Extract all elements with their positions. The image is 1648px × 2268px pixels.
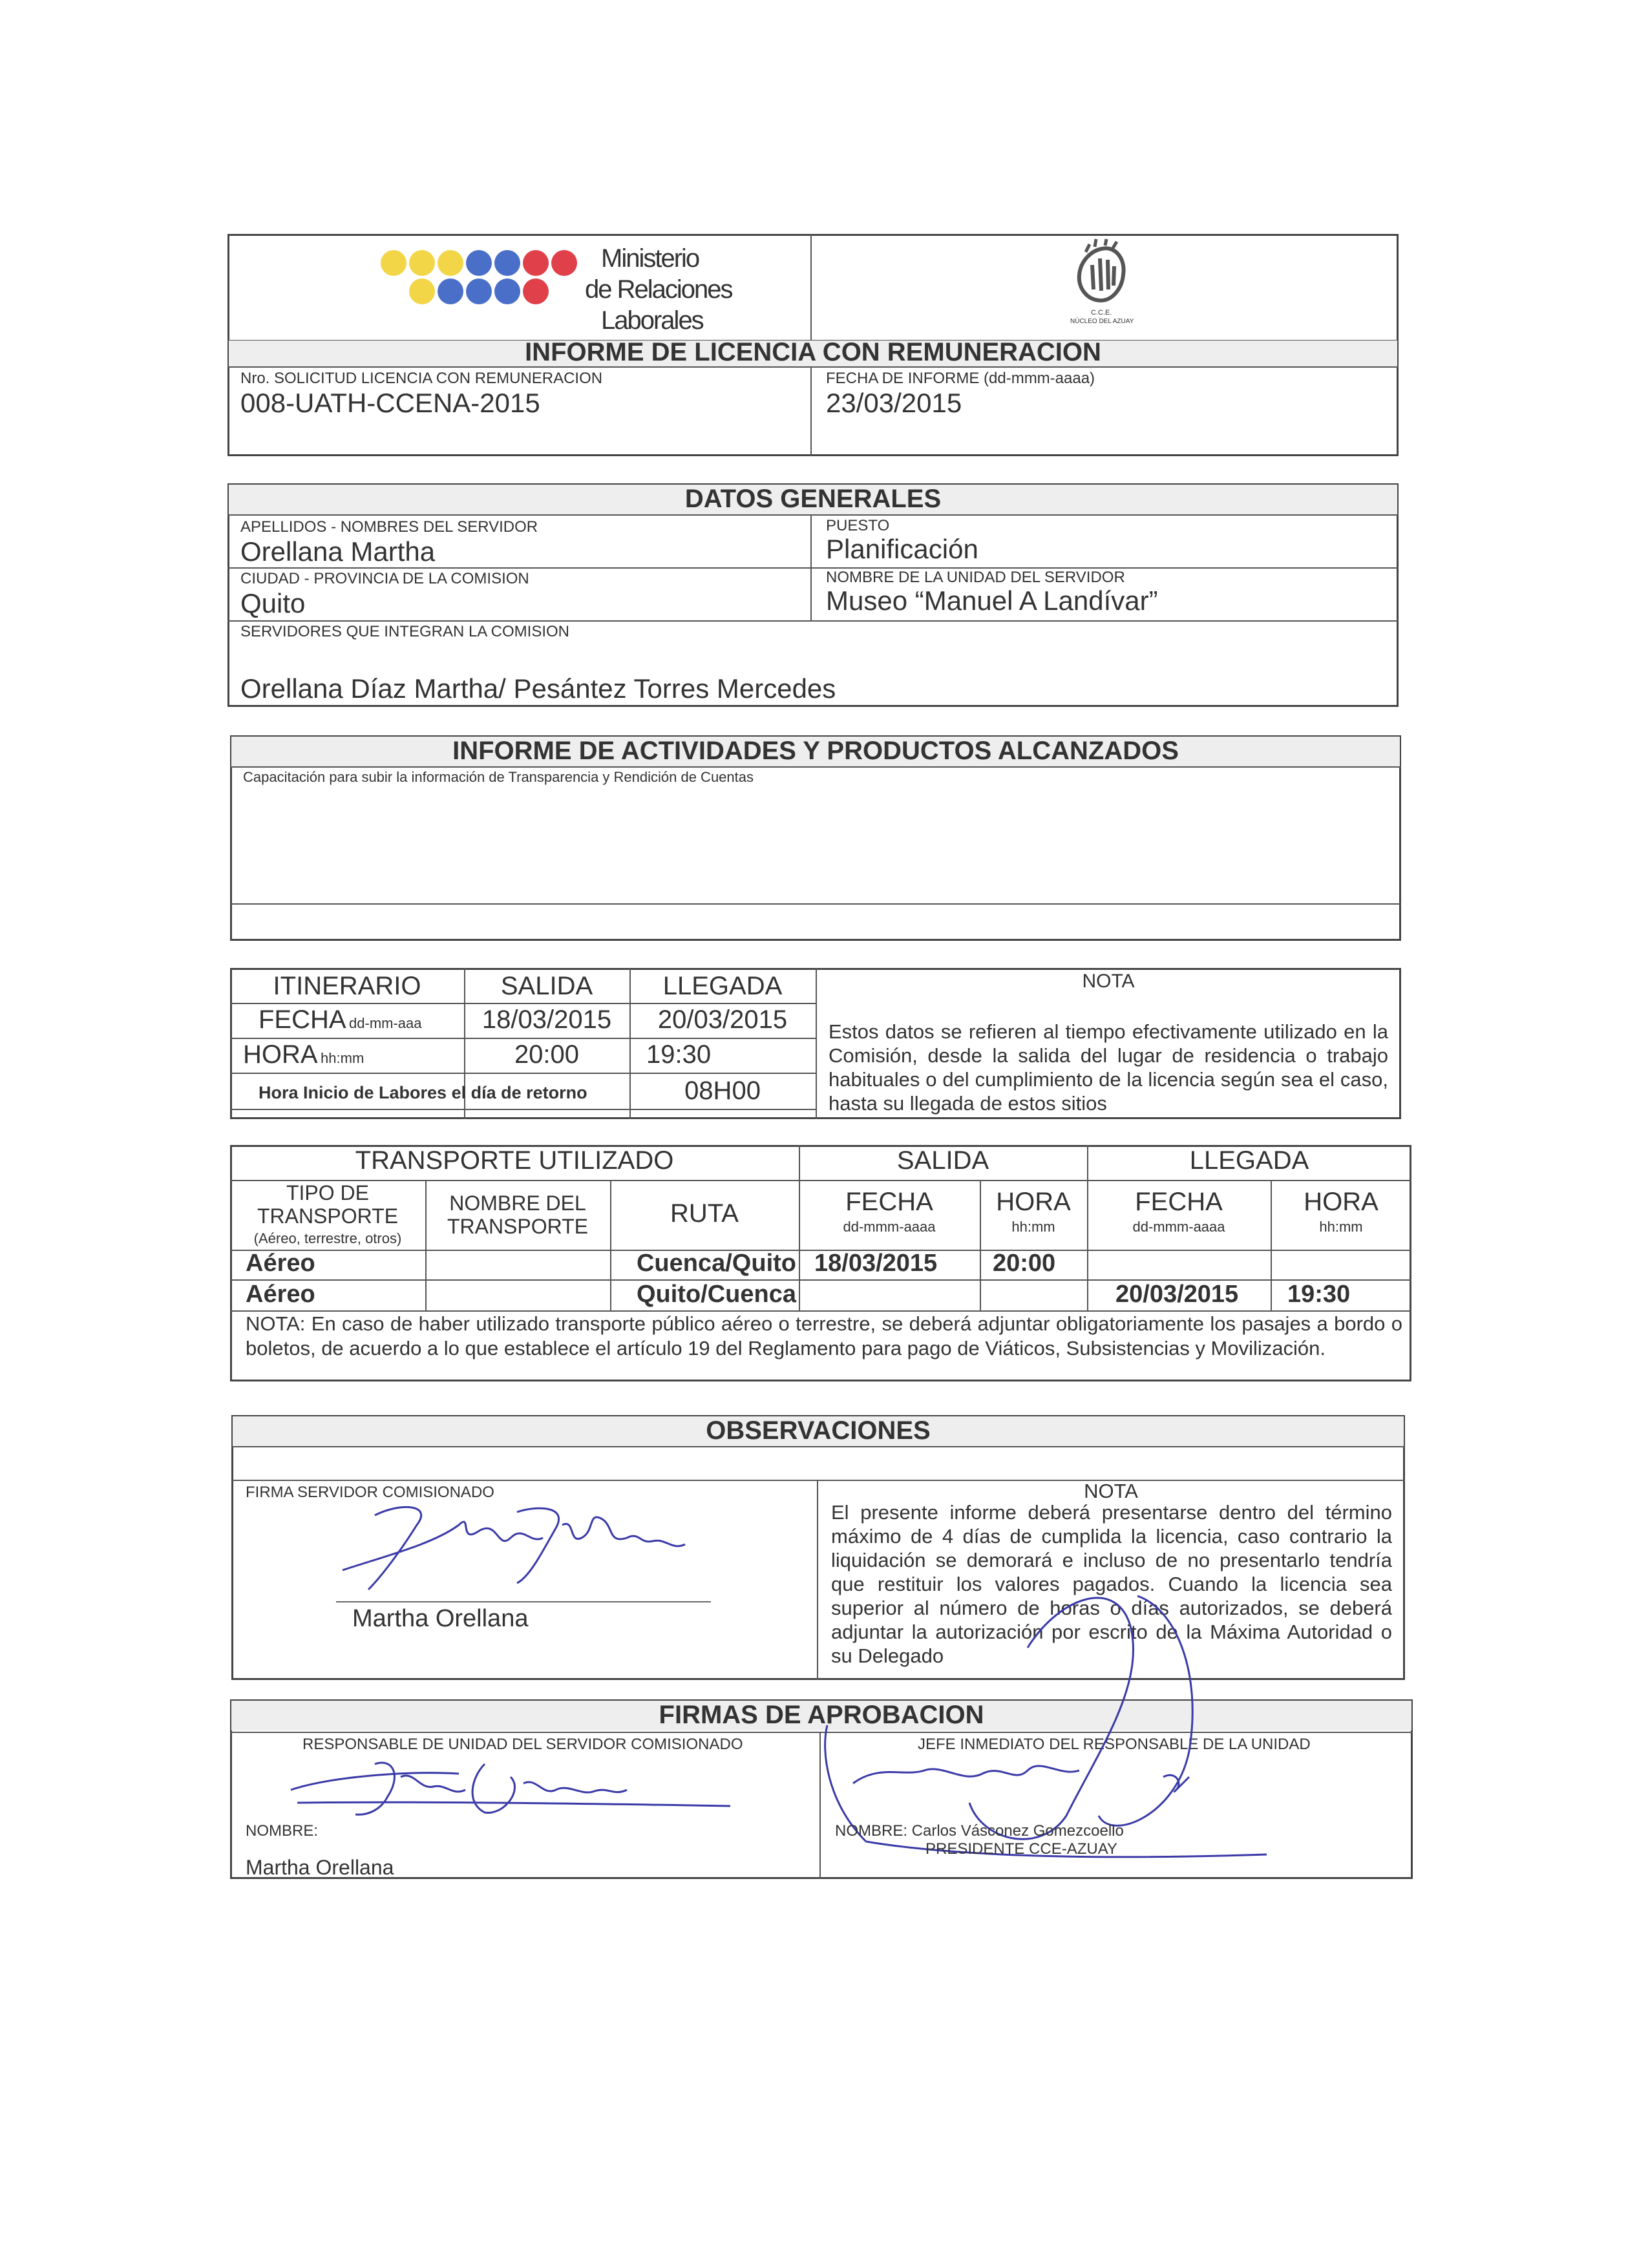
hora-row-label: [243, 1040, 364, 1069]
logo-dot: [523, 278, 549, 304]
apellidos-value: Orellana Martha: [240, 536, 436, 567]
logo-line-2: de Relaciones: [585, 275, 732, 304]
fecha-llegada-header: FECHA: [1135, 1188, 1223, 1216]
nro-solicitud-label: Nro. SOLICITUD LICENCIA CON REMUNERACION: [240, 370, 603, 387]
report-title: INFORME DE LICENCIA CON REMUNERACION: [525, 338, 1101, 366]
nombre-header-2: TRANSPORTE: [447, 1215, 589, 1238]
logo-dot: [381, 250, 407, 276]
col-itinerario: ITINERARIO: [273, 972, 421, 1000]
col-salida: SALIDA: [500, 972, 593, 1000]
logo-dot: [523, 250, 549, 276]
row2-fecha-llegada: 20/03/2015: [1115, 1281, 1239, 1308]
logo-line-3: Laborales: [601, 306, 703, 335]
unidad-value: Museo “Manuel A Landívar”: [826, 585, 1158, 616]
observaciones-nota-text: El presente informe deberá presentarse dentro del término máximo de 4 días de cumplida la licencia, caso contrario la liquidación se demorará e incluso de no presentarlo tendría que restituir los valores pagados. Cuando la licencia sea superior al número de horas o días autorizados, se deberá adjuntar la autorización por escrito de la Máxima Autoridad o su Delegado: [831, 1501, 1392, 1667]
fecha-unit: dd-mm-aaa: [349, 1015, 422, 1031]
firma-servidor-line: [336, 1601, 711, 1602]
observaciones-title: OBSERVACIONES: [706, 1416, 931, 1445]
firmas-title: FIRMAS DE APROBACION: [659, 1701, 984, 1729]
row2-ruta: Quito/Cuenca: [636, 1281, 796, 1308]
logo-line-1: Ministerio: [601, 244, 699, 273]
hora-llegada: 19:30: [646, 1040, 712, 1069]
hora-salida: 20:00: [514, 1040, 580, 1069]
fecha-label: FECHA: [259, 1005, 346, 1034]
hora-llegada-header: HORA: [1304, 1188, 1379, 1216]
servidores-label: SERVIDORES QUE INTEGRAN LA COMISION: [240, 623, 569, 640]
itinerario-nota-title: NOTA: [1082, 971, 1135, 992]
jefe-nombre: NOMBRE: Carlos Vásconez Gomezcoello: [835, 1822, 1124, 1840]
transporte-nota: NOTA: En caso de haber utilizado transporte público aéreo o terrestre, se deberá adjuntar obligatoriamente los pasajes a bordo o boletos, de acuerdo a lo que establece el artículo 19 del Reglamento para pago de Viáticos, Subsistencias y Movilización.: [246, 1312, 1402, 1360]
logo-dot: [494, 250, 520, 276]
retorno-value: 08H00: [684, 1076, 761, 1105]
ciudad-label: CIUDAD - PROVINCIA DE LA COMISION: [240, 570, 529, 587]
row1-fecha-salida: 18/03/2015: [814, 1250, 938, 1277]
logo-dot: [438, 278, 463, 304]
transporte-llegada: LLEGADA: [1189, 1146, 1309, 1175]
responsable-signature: [278, 1751, 730, 1822]
hora-salida-unit: hh:mm: [1011, 1219, 1055, 1235]
retorno-label: Hora Inicio de Labores el día de retorno: [259, 1083, 587, 1102]
fecha-row-label: [259, 1005, 422, 1034]
tipo-header-1: TIPO DE: [286, 1181, 369, 1204]
jefe-signature: [814, 1480, 1331, 1867]
hora-label: HORA: [243, 1040, 318, 1069]
datos-generales-title: DATOS GENERALES: [684, 485, 942, 513]
logo-dot: [409, 278, 435, 304]
row1-hora-salida: 20:00: [993, 1250, 1056, 1277]
logo-dot: [438, 250, 463, 276]
logo-dot: [466, 278, 492, 304]
logo-dot: [551, 250, 577, 276]
tipo-header-2: TRANSPORTE: [257, 1204, 399, 1228]
fecha-salida-unit: dd-mmm-aaaa: [843, 1219, 936, 1235]
row1-ruta: Cuenca/Quito: [636, 1250, 796, 1277]
ciudad-value: Quito: [240, 588, 306, 618]
tipo-header-3: (Aéreo, terrestre, otros): [253, 1230, 402, 1246]
hora-salida-header: HORA: [996, 1188, 1071, 1216]
puesto-label: PUESTO: [826, 517, 890, 534]
nro-solicitud-value: 008-UATH-CCENA-2015: [240, 388, 540, 418]
transporte-salida: SALIDA: [896, 1146, 989, 1175]
row2-hora-llegada: 19:30: [1287, 1281, 1351, 1308]
hora-unit: hh:mm: [321, 1050, 364, 1066]
servidores-value: Orellana Díaz Martha/ Pesántez Torres Mercedes: [240, 673, 836, 704]
row2-tipo: Aéreo: [246, 1281, 315, 1308]
transporte-title: TRANSPORTE UTILIZADO: [355, 1146, 674, 1175]
apellidos-label: APELLIDOS - NOMBRES DEL SERVIDOR: [240, 518, 538, 536]
fecha-informe-label: FECHA DE INFORME (dd-mmm-aaaa): [826, 370, 1095, 387]
unidad-label: NOMBRE DE LA UNIDAD DEL SERVIDOR: [826, 569, 1125, 586]
fecha-informe-value: 23/03/2015: [826, 388, 962, 418]
cce-hand-logo-icon: [1073, 239, 1131, 310]
jefe-cargo: PRESIDENTE CCE-AZUAY: [925, 1840, 1117, 1858]
puesto-value: Planificación: [826, 534, 978, 564]
nombre-label: NOMBRE:: [246, 1822, 319, 1840]
ministerio-logo-icon: [378, 247, 585, 312]
row1-tipo: Aéreo: [246, 1250, 315, 1277]
fecha-salida-header: FECHA: [845, 1188, 933, 1216]
fecha-llegada-unit: dd-mmm-aaaa: [1132, 1219, 1225, 1235]
actividades-text: Capacitación para subir la información de Transparencia y Rendición de Cuentas: [243, 769, 754, 785]
col-llegada: LLEGADA: [662, 972, 783, 1000]
jefe-label: JEFE INMEDIATO DEL RESPONSABLE DE LA UNIDAD: [918, 1736, 1311, 1753]
fecha-llegada: 20/03/2015: [657, 1005, 788, 1034]
firma-servidor-signature: [304, 1499, 756, 1602]
logo-dot: [466, 250, 492, 276]
responsable-label: RESPONSABLE DE UNIDAD DEL SERVIDOR COMISIONADO: [302, 1736, 743, 1753]
logo-dot: [494, 278, 520, 304]
cce-caption-1: C.C.E.: [1091, 309, 1112, 317]
itinerario-nota-text: Estos datos se refieren al tiempo efectivamente utilizado en la Comisión, desde la salida del lugar de residencia o trabajo habituales o del cumplimiento de la licencia según sea el caso, hasta su llegada de estos sitios: [829, 1020, 1388, 1115]
actividades-title: INFORME DE ACTIVIDADES Y PRODUCTOS ALCANZADOS: [452, 737, 1179, 765]
fecha-salida: 18/03/2015: [481, 1005, 612, 1034]
firma-servidor-label: FIRMA SERVIDOR COMISIONADO: [246, 1484, 494, 1501]
nombre-header-1: NOMBRE DEL: [449, 1192, 586, 1215]
logo-dot: [409, 250, 435, 276]
observaciones-nota-title: NOTA: [1084, 1480, 1138, 1502]
ruta-header: RUTA: [670, 1199, 739, 1228]
hora-llegada-unit: hh:mm: [1319, 1219, 1363, 1235]
cce-caption-2: NÚCLEO DEL AZUAY: [1070, 318, 1134, 325]
firma-servidor-name: Martha Orellana: [352, 1605, 529, 1632]
nombre-value: Martha Orellana: [246, 1856, 394, 1879]
